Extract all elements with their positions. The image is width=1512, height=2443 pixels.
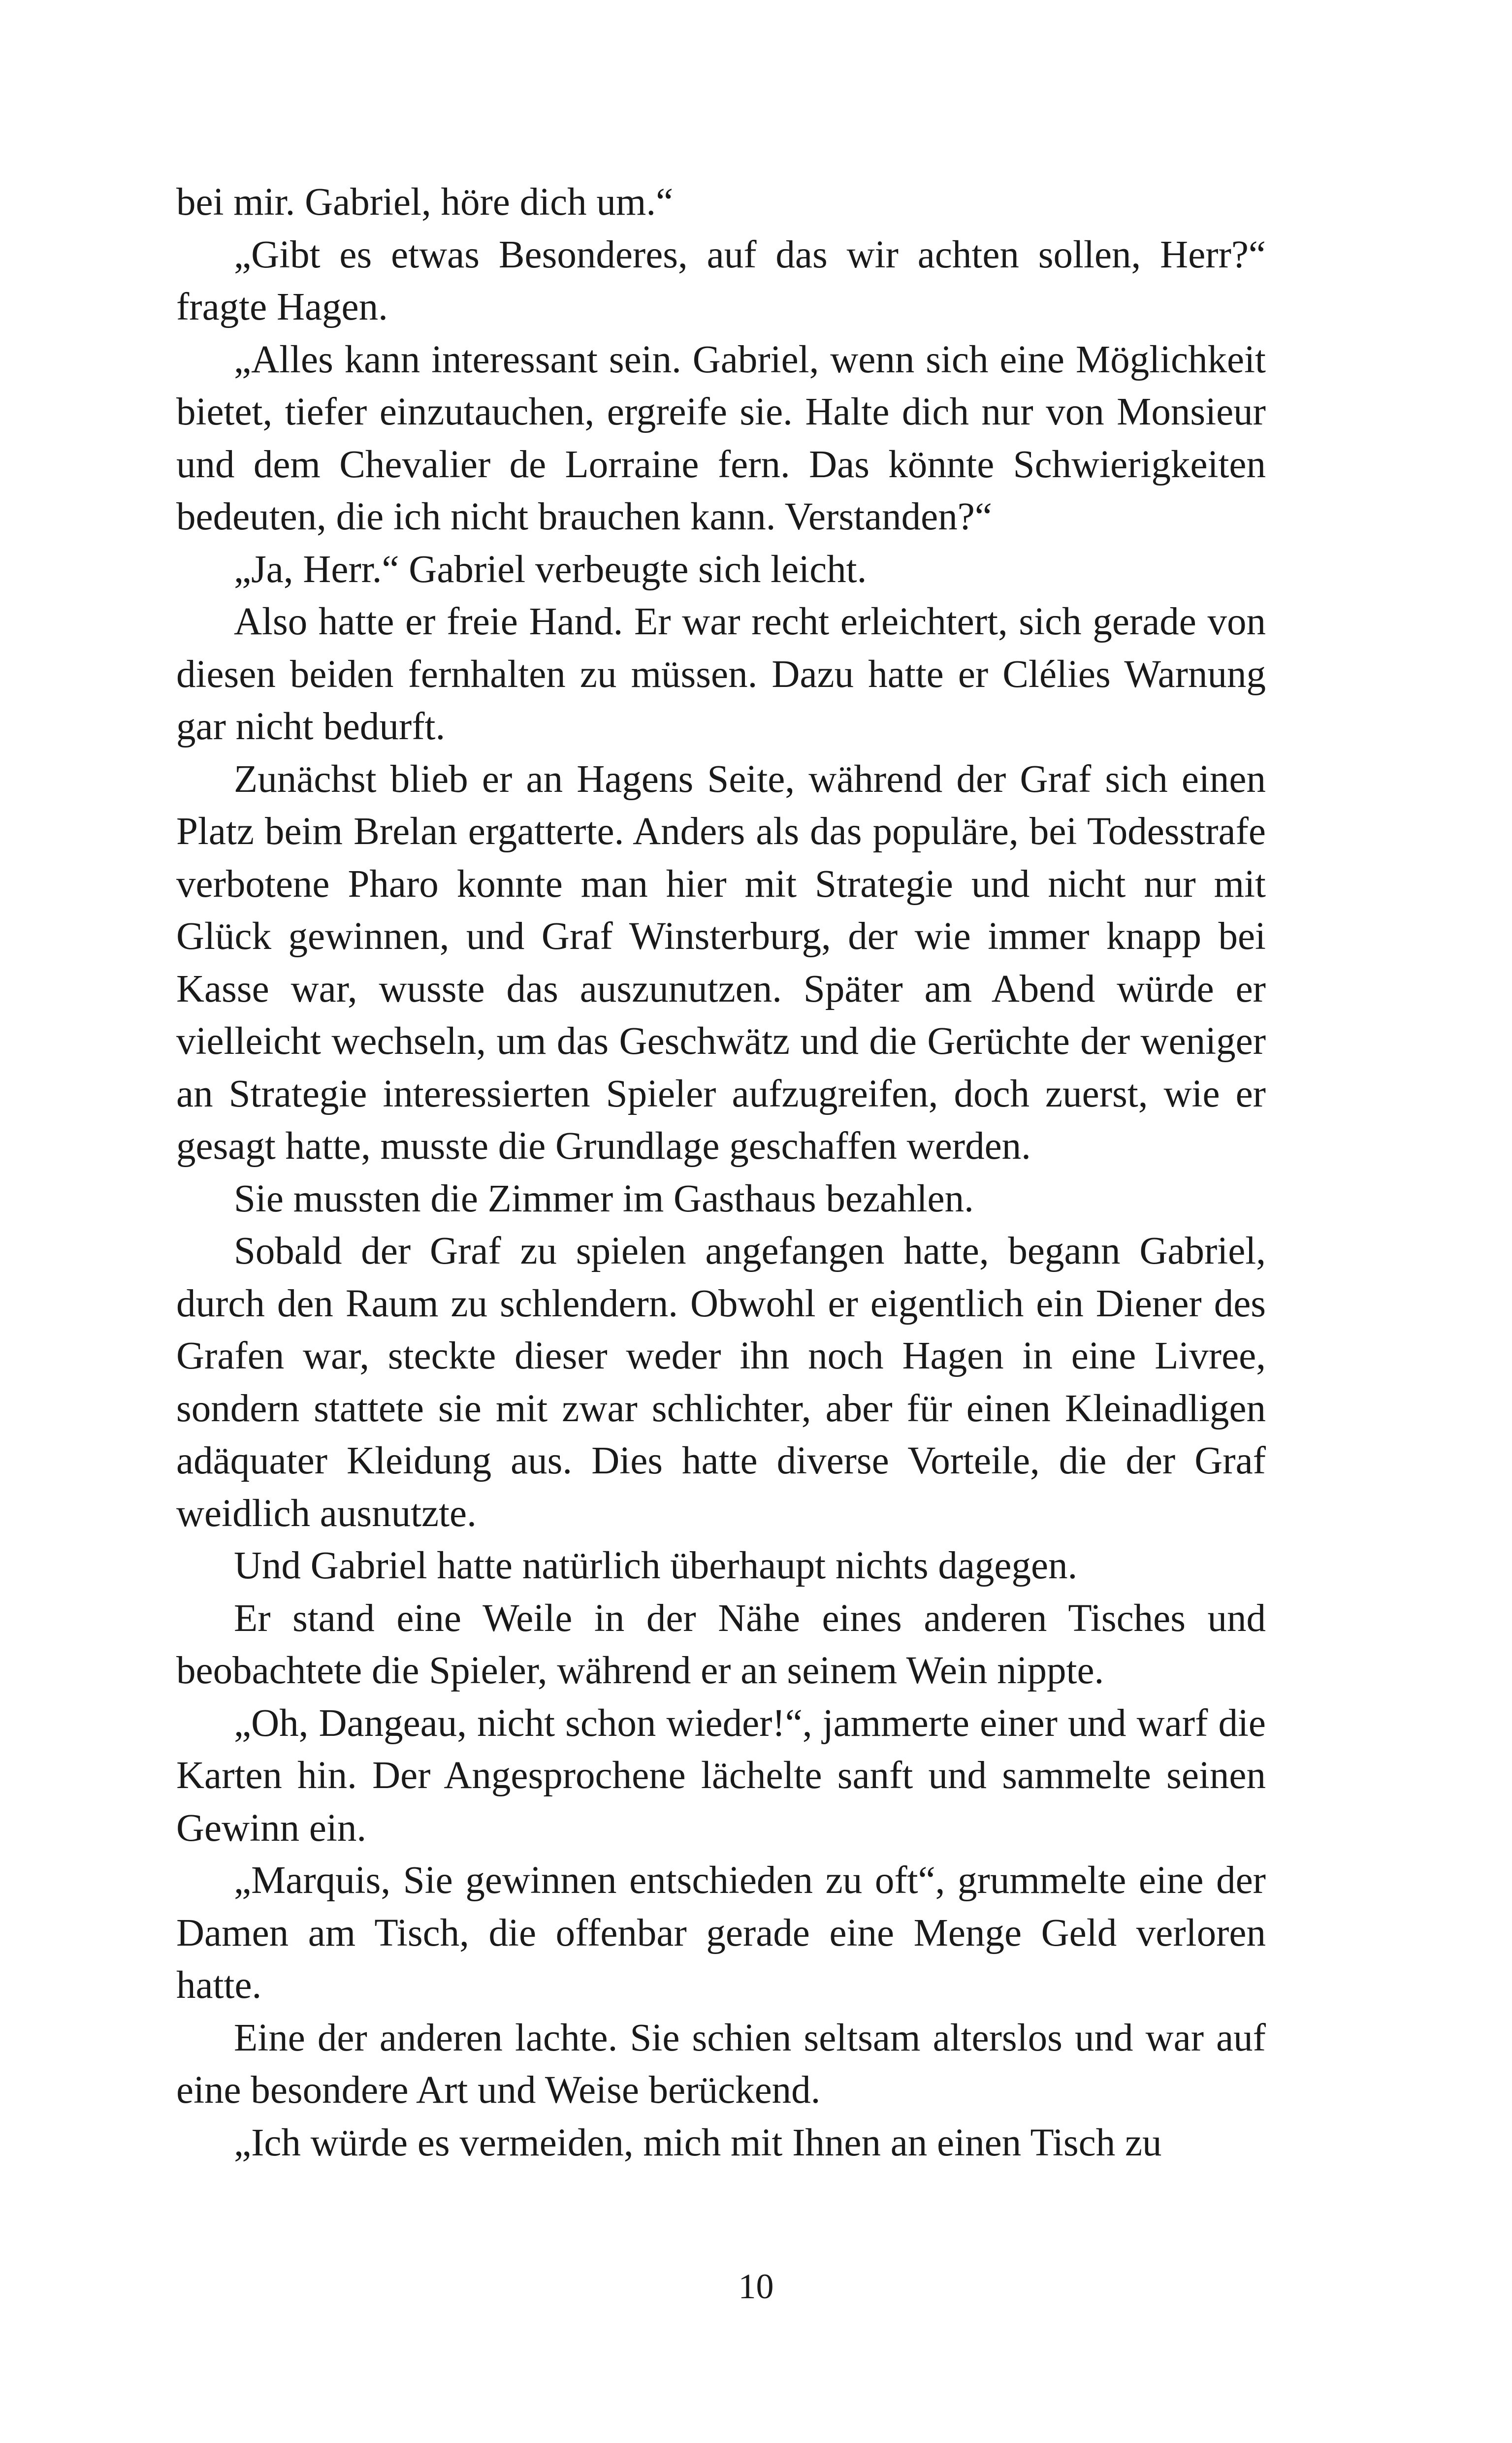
- paragraph: Sobald der Graf zu spielen angefangen hatte, begann Gabriel, durch den Raum zu schlendern. Obwohl er eigentlich ein Diener des Grafen war, steckte dieser weder ihn noch Hagen in eine Livree, sondern stattete sie mit zwar schlichter, aber für einen Kleinadligen adäquater Kleidung aus. Dies hatte diverse Vorteile, die der Graf weidlich ausnutzte.: [176, 1230, 1266, 1535]
- paragraph-continuation: bei mir. Gabriel, höre dich um.“: [176, 181, 674, 224]
- paragraph: Zunächst blieb er an Hagens Seite, während der Graf sich einen Platz beim Brelan ergatterte. Anders als das populäre, bei Todesstrafe verbotene Pharo konnte man hier mit Strategie und nicht nur mit Glück gewinnen, und Graf Winsterburg, der wie immer knapp bei Kasse war, wusste das auszunutzen. Später am Abend würde er vielleicht wechseln, um das Geschwätz und die Gerüchte der weniger an Strategie interessierten Spieler aufzugreifen, doch zuerst, wie er gesagt hatte, musste die Grundlage geschaffen werden.: [176, 757, 1266, 1168]
- paragraph: Er stand eine Weile in der Nähe eines anderen Tisches und beobachtete die Spieler, während er an seinem Wein nippte.: [176, 1596, 1266, 1692]
- paragraph: Und Gabriel hatte natürlich überhaupt nichts dagegen.: [234, 1544, 1078, 1587]
- paragraph: „Oh, Dangeau, nicht schon wieder!“, jammerte einer und warf die Karten hin. Der Angesprochene lächelte sanft und sammelte seinen Gewinn ein.: [176, 1701, 1266, 1850]
- paragraph: „Gibt es etwas Besonderes, auf das wir achten sollen, Herr?“ fragte Hagen.: [176, 233, 1266, 328]
- paragraph: Eine der anderen lachte. Sie schien seltsam alterslos und war auf eine besondere Art und Weise berückend.: [176, 2016, 1266, 2112]
- page-number: 10: [738, 2267, 774, 2306]
- paragraph: „Marquis, Sie gewinnen entschieden zu oft“, grummelte eine der Damen am Tisch, die offenbar gerade eine Menge Geld verloren hatte.: [176, 1859, 1266, 2007]
- paragraph: „Ich würde es vermeiden, mich mit Ihnen an einen Tisch zu: [234, 2121, 1162, 2164]
- paragraph: Also hatte er freie Hand. Er war recht erleichtert, sich gerade von diesen beiden fernhalten zu müssen. Dazu hatte er Clélies Warnung gar nicht bedurft.: [176, 600, 1266, 748]
- paragraph: Sie mussten die Zimmer im Gasthaus bezahlen.: [234, 1177, 974, 1220]
- body-text: [176, 176, 1266, 2169]
- paragraph: „Alles kann interessant sein. Gabriel, wenn sich eine Möglichkeit bietet, tiefer einzutauchen, ergreife sie. Halte dich nur von Monsieur und dem Chevalier de Lorraine fern. Das könnte Schwierigkeiten bedeuten, die ich nicht brauchen kann. Verstanden?“: [176, 338, 1266, 538]
- paragraph: „Ja, Herr.“ Gabriel verbeugte sich leicht.: [234, 548, 867, 591]
